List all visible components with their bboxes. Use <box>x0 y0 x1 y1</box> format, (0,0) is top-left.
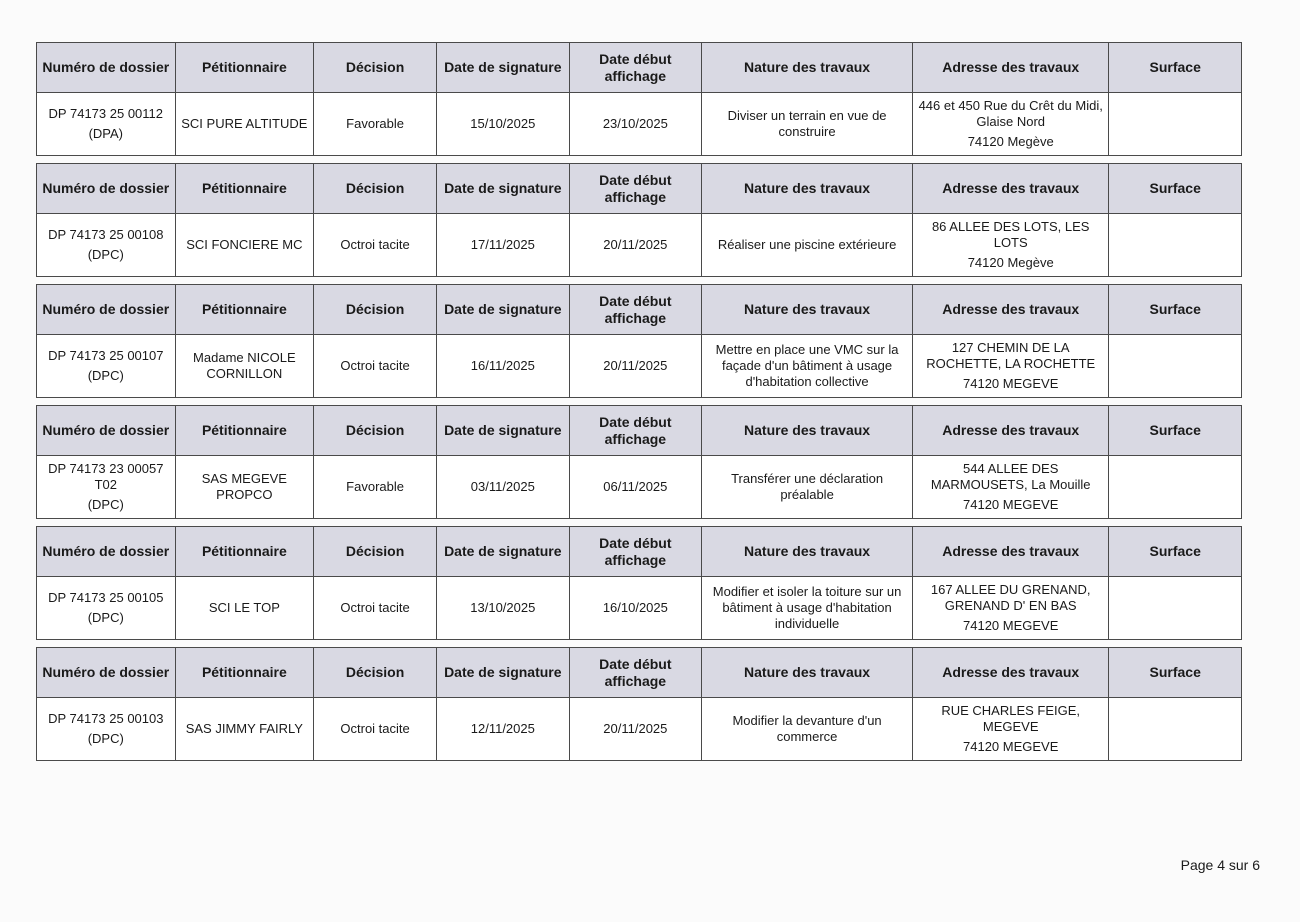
cell-surface <box>1109 577 1242 640</box>
record-table <box>36 163 1242 277</box>
page-number: Page 4 sur 6 <box>1180 857 1260 873</box>
column-header-date-affichage: Date début affichage <box>569 527 702 577</box>
dossier-number: DP 74173 25 00107 <box>48 348 164 363</box>
column-header-petitionnaire: Pétitionnaire <box>175 285 314 335</box>
column-header-adresse: Adresse des travaux <box>913 43 1109 93</box>
column-header-date-affichage: Date début affichage <box>569 648 702 698</box>
column-header-adresse: Adresse des travaux <box>913 648 1109 698</box>
column-header-date-signature: Date de signature <box>437 43 570 93</box>
table-row <box>37 335 1242 398</box>
table-row <box>37 577 1242 640</box>
record-table <box>36 526 1242 640</box>
cell-petitionnaire: SCI FONCIERE MC <box>175 214 314 277</box>
record-table <box>36 42 1242 156</box>
dossier-type: (DPC) <box>87 368 124 383</box>
dossier-number: DP 74173 23 00057 T02 <box>48 461 164 492</box>
column-header-dossier: Numéro de dossier <box>37 406 176 456</box>
dossier-type: (DPC) <box>87 247 124 262</box>
column-header-date-affichage: Date début affichage <box>569 406 702 456</box>
cell-petitionnaire: SCI PURE ALTITUDE <box>175 93 314 156</box>
record-table <box>36 405 1242 519</box>
cell-date-signature: 03/11/2025 <box>437 456 570 519</box>
column-header-nature: Nature des travaux <box>702 43 913 93</box>
header-row <box>37 164 1242 214</box>
cell-dossier <box>37 335 176 398</box>
cell-date-signature: 17/11/2025 <box>437 214 570 277</box>
cell-decision: Octroi tacite <box>314 698 437 761</box>
adresse-ville: 74120 Megève <box>967 134 1054 149</box>
cell-adresse <box>913 214 1109 277</box>
column-header-decision: Décision <box>314 164 437 214</box>
cell-date-signature: 15/10/2025 <box>437 93 570 156</box>
cell-dossier <box>37 214 176 277</box>
column-header-nature: Nature des travaux <box>702 648 913 698</box>
column-header-adresse: Adresse des travaux <box>913 285 1109 335</box>
dossier-type: (DPC) <box>87 497 124 512</box>
column-header-surface: Surface <box>1109 406 1242 456</box>
cell-petitionnaire: SAS JIMMY FAIRLY <box>175 698 314 761</box>
column-header-nature: Nature des travaux <box>702 164 913 214</box>
column-header-nature: Nature des travaux <box>702 285 913 335</box>
cell-nature: Mettre en place une VMC sur la façade d'un bâtiment à usage d'habitation collective <box>702 335 913 398</box>
cell-petitionnaire: SCI LE TOP <box>175 577 314 640</box>
column-header-date-affichage: Date début affichage <box>569 43 702 93</box>
dossier-number: DP 74173 25 00103 <box>48 711 164 726</box>
column-header-nature: Nature des travaux <box>702 406 913 456</box>
column-header-date-signature: Date de signature <box>437 648 570 698</box>
column-header-petitionnaire: Pétitionnaire <box>175 527 314 577</box>
cell-adresse <box>913 335 1109 398</box>
cell-decision: Octroi tacite <box>314 214 437 277</box>
cell-date-signature: 16/11/2025 <box>437 335 570 398</box>
adresse-street: 167 ALLEE DU GRENAND, GRENAND D' EN BAS <box>930 582 1091 613</box>
cell-dossier <box>37 577 176 640</box>
cell-surface <box>1109 93 1242 156</box>
adresse-street: 446 et 450 Rue du Crêt du Midi, Glaise Nord <box>918 98 1103 129</box>
cell-date-affichage: 06/11/2025 <box>569 456 702 519</box>
dossier-type: (DPA) <box>88 126 123 141</box>
cell-decision: Favorable <box>314 93 437 156</box>
cell-date-affichage: 20/11/2025 <box>569 335 702 398</box>
adresse-street: 86 ALLEE DES LOTS, LES LOTS <box>931 219 1090 250</box>
adresse-street: 127 CHEMIN DE LA ROCHETTE, LA ROCHETTE <box>926 340 1096 371</box>
column-header-surface: Surface <box>1109 164 1242 214</box>
column-header-dossier: Numéro de dossier <box>37 285 176 335</box>
adresse-street: RUE CHARLES FEIGE, MEGEVE <box>941 703 1081 734</box>
column-header-date-signature: Date de signature <box>437 285 570 335</box>
table-row <box>37 698 1242 761</box>
column-header-date-signature: Date de signature <box>437 164 570 214</box>
dossier-number: DP 74173 25 00108 <box>48 227 164 242</box>
header-row <box>37 527 1242 577</box>
column-header-date-affichage: Date début affichage <box>569 285 702 335</box>
cell-surface <box>1109 456 1242 519</box>
header-row <box>37 43 1242 93</box>
adresse-ville: 74120 MEGEVE <box>963 618 1059 633</box>
cell-surface <box>1109 698 1242 761</box>
cell-date-affichage: 16/10/2025 <box>569 577 702 640</box>
cell-decision: Favorable <box>314 456 437 519</box>
header-row <box>37 648 1242 698</box>
cell-nature: Modifier la devanture d'un commerce <box>702 698 913 761</box>
column-header-surface: Surface <box>1109 648 1242 698</box>
column-header-dossier: Numéro de dossier <box>37 43 176 93</box>
cell-date-affichage: 23/10/2025 <box>569 93 702 156</box>
column-header-decision: Décision <box>314 285 437 335</box>
column-header-petitionnaire: Pétitionnaire <box>175 164 314 214</box>
column-header-petitionnaire: Pétitionnaire <box>175 43 314 93</box>
cell-dossier <box>37 698 176 761</box>
column-header-decision: Décision <box>314 43 437 93</box>
column-header-surface: Surface <box>1109 43 1242 93</box>
column-header-surface: Surface <box>1109 527 1242 577</box>
cell-date-signature: 13/10/2025 <box>437 577 570 640</box>
cell-nature: Diviser un terrain en vue de construire <box>702 93 913 156</box>
dossier-type: (DPC) <box>87 610 124 625</box>
cell-nature: Réaliser une piscine extérieure <box>702 214 913 277</box>
cell-dossier <box>37 456 176 519</box>
column-header-decision: Décision <box>314 648 437 698</box>
cell-adresse <box>913 698 1109 761</box>
dossier-number: DP 74173 25 00112 <box>48 106 164 121</box>
adresse-ville: 74120 MEGEVE <box>963 739 1059 754</box>
column-header-decision: Décision <box>314 527 437 577</box>
header-row <box>37 285 1242 335</box>
adresse-ville: 74120 MEGEVE <box>963 376 1059 391</box>
record-table <box>36 647 1242 761</box>
cell-nature: Transférer une déclaration préalable <box>702 456 913 519</box>
cell-petitionnaire: Madame NICOLE CORNILLON <box>175 335 314 398</box>
cell-decision: Octroi tacite <box>314 577 437 640</box>
cell-nature: Modifier et isoler la toiture sur un bâtiment à usage d'habitation individuelle <box>702 577 913 640</box>
adresse-ville: 74120 Megève <box>967 255 1054 270</box>
column-header-date-signature: Date de signature <box>437 406 570 456</box>
cell-surface <box>1109 335 1242 398</box>
adresse-ville: 74120 MEGEVE <box>963 497 1059 512</box>
column-header-adresse: Adresse des travaux <box>913 164 1109 214</box>
column-header-adresse: Adresse des travaux <box>913 527 1109 577</box>
column-header-date-affichage: Date début affichage <box>569 164 702 214</box>
column-header-decision: Décision <box>314 406 437 456</box>
adresse-street: 544 ALLEE DES MARMOUSETS, La Mouille <box>930 461 1091 492</box>
cell-adresse <box>913 577 1109 640</box>
cell-decision: Octroi tacite <box>314 335 437 398</box>
dossier-type: (DPC) <box>87 731 124 746</box>
column-header-dossier: Numéro de dossier <box>37 527 176 577</box>
column-header-surface: Surface <box>1109 285 1242 335</box>
table-row <box>37 214 1242 277</box>
record-table <box>36 284 1242 398</box>
cell-adresse <box>913 93 1109 156</box>
dossier-number: DP 74173 25 00105 <box>48 590 164 605</box>
cell-date-signature: 12/11/2025 <box>437 698 570 761</box>
column-header-date-signature: Date de signature <box>437 527 570 577</box>
cell-date-affichage: 20/11/2025 <box>569 698 702 761</box>
cell-surface <box>1109 214 1242 277</box>
column-header-petitionnaire: Pétitionnaire <box>175 406 314 456</box>
cell-adresse <box>913 456 1109 519</box>
column-header-petitionnaire: Pétitionnaire <box>175 648 314 698</box>
column-header-dossier: Numéro de dossier <box>37 164 176 214</box>
header-row <box>37 406 1242 456</box>
column-header-adresse: Adresse des travaux <box>913 406 1109 456</box>
cell-date-affichage: 20/11/2025 <box>569 214 702 277</box>
column-header-dossier: Numéro de dossier <box>37 648 176 698</box>
cell-dossier <box>37 93 176 156</box>
permit-records <box>36 42 1242 768</box>
table-row <box>37 456 1242 519</box>
column-header-nature: Nature des travaux <box>702 527 913 577</box>
table-row <box>37 93 1242 156</box>
cell-petitionnaire: SAS MEGEVE PROPCO <box>175 456 314 519</box>
